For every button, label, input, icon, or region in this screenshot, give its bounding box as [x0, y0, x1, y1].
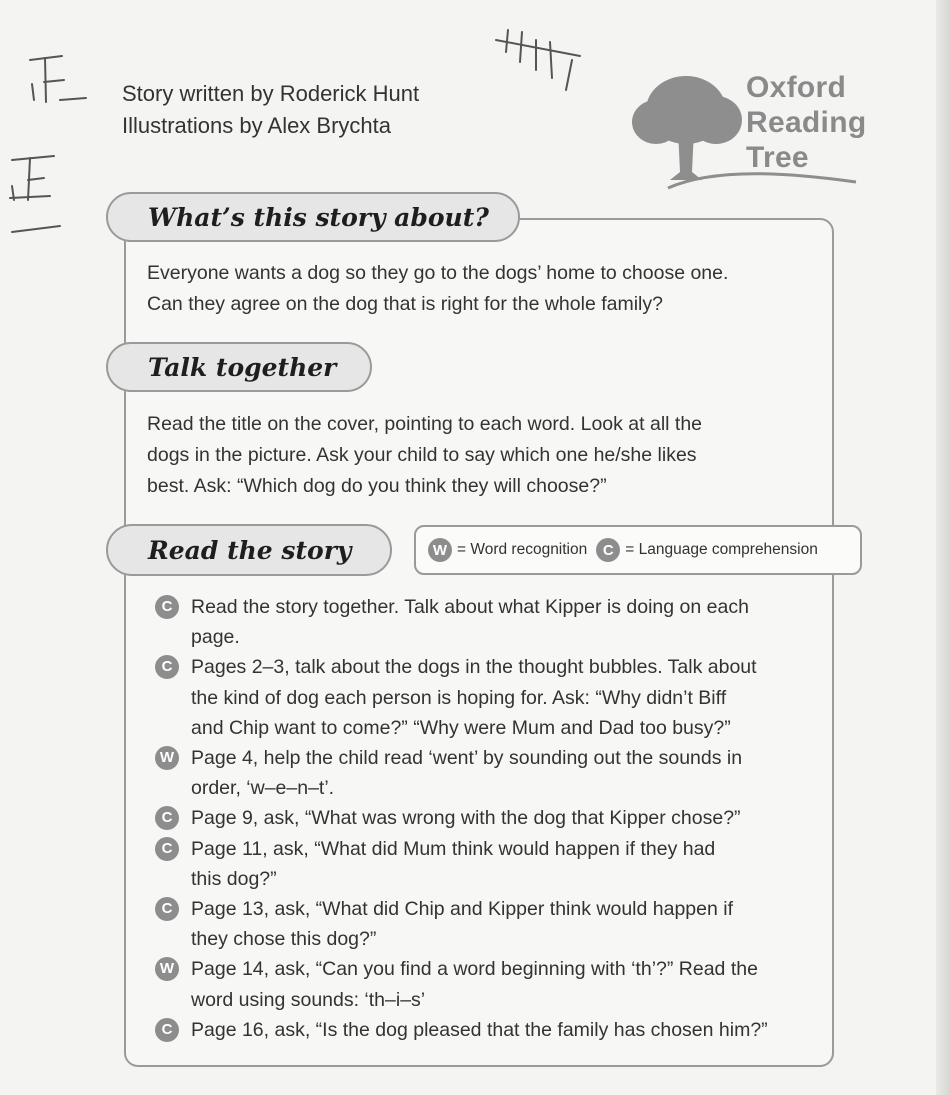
word-recognition-label: = Word recognition	[457, 541, 588, 558]
illustrator-credit: Illustrations by Alex Brychta	[122, 113, 392, 138]
read-heading-tab	[106, 524, 392, 576]
badge-legend	[414, 525, 862, 575]
talk-heading: Talk together	[148, 352, 337, 382]
language-comprehension-label: = Language comprehension	[625, 541, 818, 558]
list-item: W Page 14, ask, “Can you find a word beginning with ‘th’?” Read the word using sounds: ‘th–i–s’	[155, 954, 815, 1014]
talk-line: Read the title on the cover, pointing to each word. Look at all the	[147, 413, 703, 435]
page-edge	[936, 0, 950, 1095]
logo-line-tree: Tree	[746, 141, 809, 174]
talk-line: dogs in the picture. Ask your child to say which one he/she likes	[147, 444, 697, 466]
list-item: C Page 11, ask, “What did Mum think would happen if they had this dog?”	[155, 834, 815, 894]
about-line: Everyone wants a dog so they go to the dogs’ home to choose one.	[147, 262, 729, 284]
credits	[122, 78, 419, 142]
read-heading: Read the story	[148, 535, 352, 565]
logo-line-oxford: Oxford	[746, 71, 847, 104]
logo-text	[746, 70, 866, 175]
talk-paragraph	[147, 409, 807, 502]
logo-line-reading: Reading	[746, 106, 867, 139]
about-line: Can they agree on the dog that is right for the whole family?	[147, 293, 663, 315]
about-paragraph	[147, 258, 807, 320]
reading-steps-list	[155, 592, 815, 1045]
about-heading-tab	[106, 192, 520, 242]
c-badge-icon: C	[596, 538, 620, 562]
list-item: C Page 13, ask, “What did Chip and Kipper think would happen if they chose this dog?”	[155, 894, 815, 954]
talk-line: best. Ask: “Which dog do you think they will choose?”	[147, 475, 607, 497]
badge-icon: C	[155, 897, 179, 921]
badge-icon: C	[155, 595, 179, 619]
list-item: C Page 9, ask, “What was wrong with the dog that Kipper chose?”	[155, 803, 815, 833]
badge-icon: C	[155, 806, 179, 830]
w-badge-icon: W	[428, 538, 452, 562]
badge-icon: W	[155, 746, 179, 770]
list-item: C Read the story together. Talk about what Kipper is doing on each page.	[155, 592, 815, 652]
author-credit: Story written by Roderick Hunt	[122, 81, 420, 106]
list-item: W Page 4, help the child read ‘went’ by sounding out the sounds in order, ‘w–e–n–t’.	[155, 743, 815, 803]
badge-icon: C	[155, 837, 179, 861]
list-item: C Pages 2–3, talk about the dogs in the thought bubbles. Talk about the kind of dog each person is hoping for. Ask: “Why didn’t Biff and Chip want to come?” “Why were Mum and Dad too busy?”	[155, 652, 815, 743]
about-heading: What’s this story about?	[148, 202, 489, 232]
list-item: C Page 16, ask, “Is the dog pleased that the family has chosen him?”	[155, 1015, 815, 1045]
oxford-reading-tree-logo	[628, 70, 868, 200]
badge-icon: C	[155, 1018, 179, 1042]
badge-icon: C	[155, 655, 179, 679]
talk-heading-tab	[106, 342, 372, 392]
badge-icon: W	[155, 957, 179, 981]
